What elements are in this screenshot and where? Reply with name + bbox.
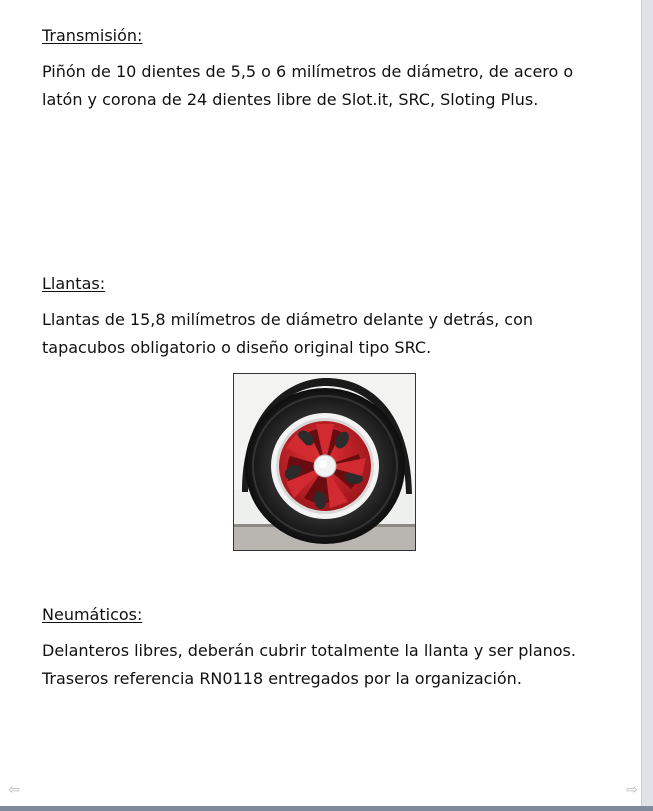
paragraph-line: Delanteros libres, deberán cubrir totalmente la llanta y ser planos. (42, 641, 576, 660)
arrow-left-icon[interactable]: ⇦ (8, 782, 20, 798)
arrow-right-icon[interactable]: ⇨ (626, 782, 638, 798)
heading-transmision: Transmisión: (42, 26, 143, 45)
wheel-photo (233, 373, 416, 551)
paragraph-line: tapacubos obligatorio o diseño original tipo SRC. (42, 338, 432, 357)
heading-llantas: Llantas: (42, 274, 106, 293)
paragraph-llantas (42, 306, 622, 362)
paragraph-transmision (42, 58, 622, 114)
paragraph-line: Piñón de 10 dientes de 5,5 o 6 milímetros de diámetro, de acero o (42, 62, 574, 81)
bottom-frame (0, 806, 653, 811)
paragraph-line: latón y corona de 24 dientes libre de Slot.it, SRC, Sloting Plus. (42, 90, 539, 109)
heading-neumaticos: Neumáticos: (42, 605, 143, 624)
paragraph-line: Llantas de 15,8 milímetros de diámetro delante y detrás, con (42, 310, 533, 329)
wheel-illustration (234, 374, 415, 550)
vertical-scrollbar[interactable] (642, 0, 653, 811)
paragraph-neumaticos (42, 637, 622, 693)
paragraph-line: Traseros referencia RN0118 entregados por la organización. (42, 669, 522, 688)
